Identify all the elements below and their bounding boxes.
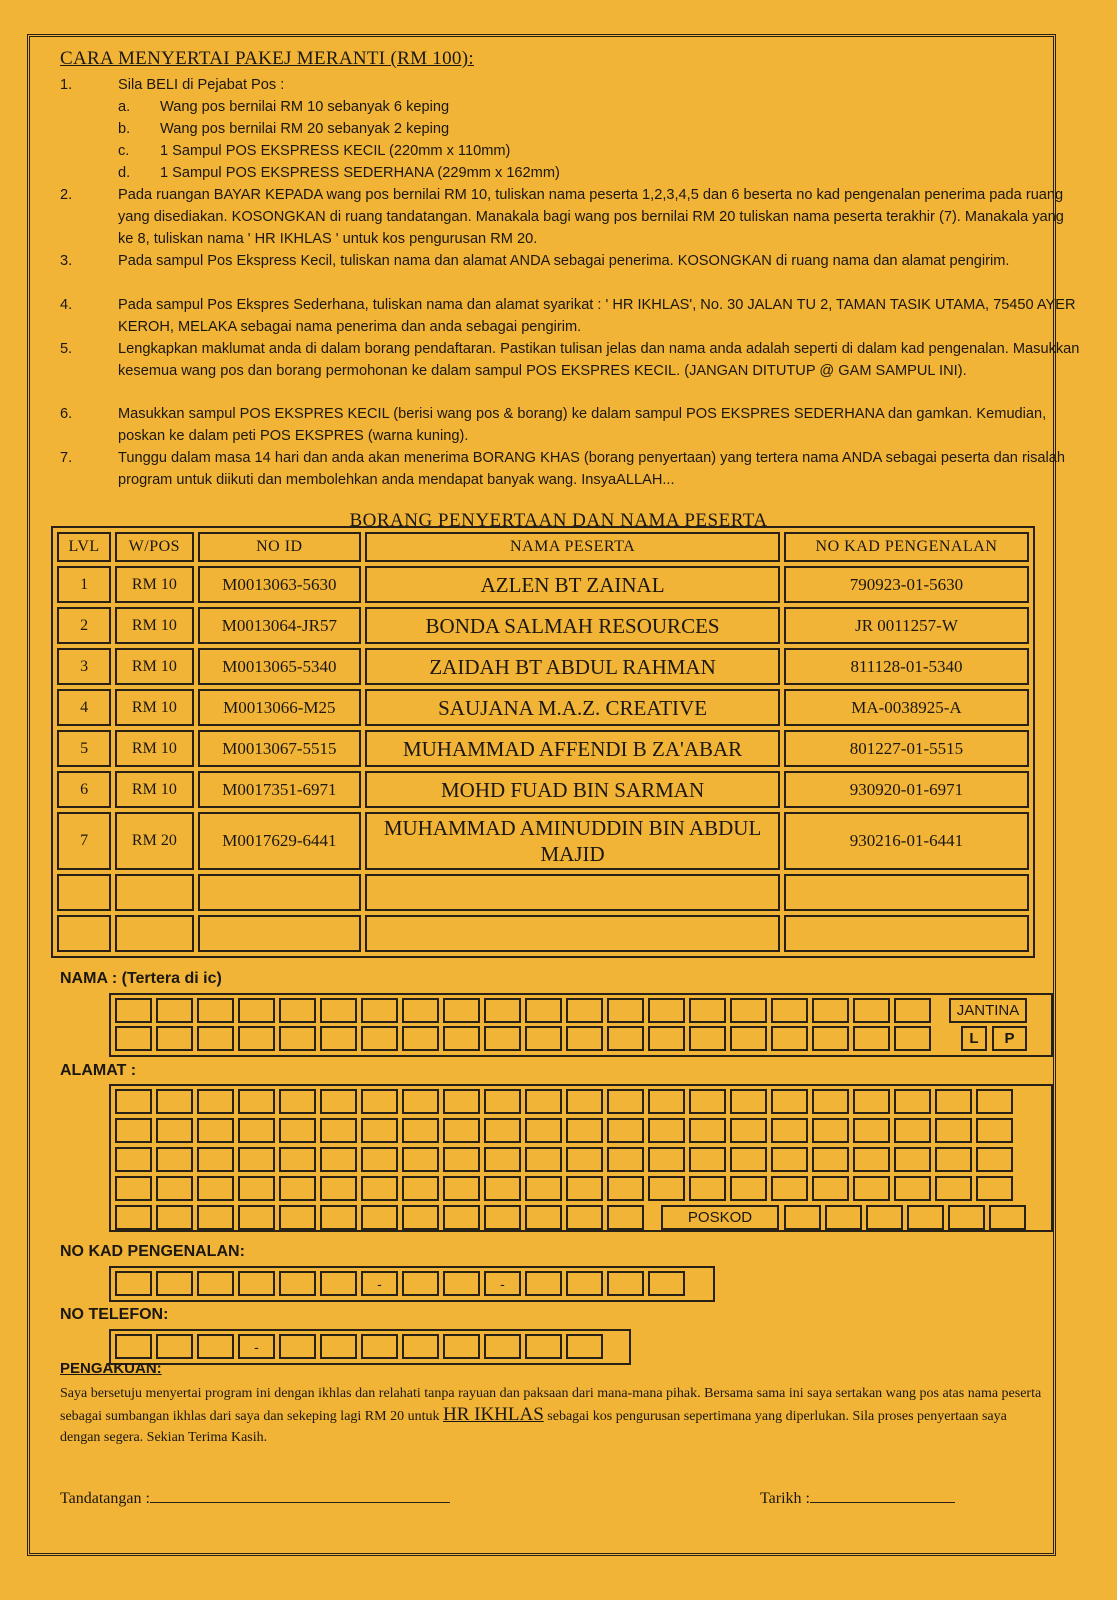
alamat-char-box[interactable] xyxy=(607,1089,644,1114)
poskod-char-box[interactable] xyxy=(989,1205,1026,1230)
alamat-char-box[interactable] xyxy=(730,1089,767,1114)
cell-lvl: 7 xyxy=(57,812,111,870)
alamat-char-box[interactable] xyxy=(525,1205,562,1230)
alamat-char-box[interactable] xyxy=(484,1089,521,1114)
alamat-char-box[interactable] xyxy=(812,1118,849,1143)
alamat-char-box[interactable] xyxy=(238,1176,275,1201)
tel-char-box[interactable] xyxy=(156,1334,193,1359)
alamat-char-box[interactable] xyxy=(279,1118,316,1143)
alamat-char-box[interactable] xyxy=(853,1089,890,1114)
alamat-char-box[interactable] xyxy=(484,1205,521,1230)
alamat-char-box[interactable] xyxy=(566,1118,603,1143)
alamat-char-box[interactable] xyxy=(443,1205,480,1230)
nama-char-box[interactable] xyxy=(648,998,685,1023)
ic-char-box[interactable] xyxy=(320,1271,357,1296)
nama-char-box[interactable] xyxy=(361,998,398,1023)
nama-char-box[interactable] xyxy=(730,998,767,1023)
table-row xyxy=(57,648,1029,685)
alamat-char-box[interactable] xyxy=(525,1176,562,1201)
nama-char-box[interactable] xyxy=(525,998,562,1023)
alamat-char-box[interactable] xyxy=(361,1147,398,1172)
nama-char-box[interactable] xyxy=(197,1026,234,1051)
ic-char-box[interactable] xyxy=(525,1271,562,1296)
alamat-char-box[interactable] xyxy=(648,1176,685,1201)
header-no-id: NO ID xyxy=(198,532,362,562)
alamat-char-box[interactable] xyxy=(402,1089,439,1114)
instruction-number: 7. xyxy=(60,450,73,466)
sub-text: Wang pos bernilai RM 10 sebanyak 6 keping xyxy=(160,99,450,115)
nama-char-box[interactable] xyxy=(730,1026,767,1051)
alamat-char-box[interactable] xyxy=(689,1118,726,1143)
nama-char-box[interactable] xyxy=(771,998,808,1023)
cell-nama: SAUJANA M.A.Z. CREATIVE xyxy=(365,689,780,726)
sub-letter: b. xyxy=(118,121,131,137)
table-row xyxy=(57,566,1029,603)
alamat-char-box[interactable] xyxy=(812,1176,849,1201)
nama-char-box[interactable] xyxy=(320,1026,357,1051)
alamat-char-box[interactable] xyxy=(648,1118,685,1143)
nama-char-box[interactable] xyxy=(689,998,726,1023)
nama-char-box[interactable] xyxy=(156,1026,193,1051)
cell-no-kad: 801227-01-5515 xyxy=(784,730,1029,767)
alamat-char-box[interactable] xyxy=(197,1089,234,1114)
nama-char-box[interactable] xyxy=(484,998,521,1023)
ic-char-box[interactable] xyxy=(566,1271,603,1296)
cell-no-id: M0017629-6441 xyxy=(198,812,362,870)
alamat-char-box[interactable] xyxy=(976,1089,1013,1114)
alamat-char-box[interactable] xyxy=(320,1176,357,1201)
date-field xyxy=(760,1486,955,1508)
alamat-char-box[interactable] xyxy=(320,1089,357,1114)
alamat-char-box[interactable] xyxy=(730,1147,767,1172)
alamat-char-box[interactable] xyxy=(484,1147,521,1172)
alamat-char-box[interactable] xyxy=(115,1089,152,1114)
alamat-char-box[interactable] xyxy=(197,1176,234,1201)
sub-text: 1 Sampul POS EKSPRESS SEDERHANA (229mm x 162mm) xyxy=(160,165,560,181)
alamat-char-box[interactable] xyxy=(771,1118,808,1143)
empty-cell[interactable] xyxy=(57,874,111,911)
poskod-row xyxy=(784,1205,1026,1232)
alamat-char-box[interactable] xyxy=(197,1118,234,1143)
poskod-label: POSKOD xyxy=(661,1205,779,1230)
alamat-char-box[interactable] xyxy=(976,1118,1013,1143)
cell-no-id: M0017351-6971 xyxy=(198,771,362,808)
alamat-char-box[interactable] xyxy=(689,1176,726,1201)
alamat-char-box[interactable] xyxy=(320,1205,357,1230)
cell-nama: BONDA SALMAH RESOURCES xyxy=(365,607,780,644)
ic-char-box[interactable] xyxy=(402,1271,439,1296)
alamat-char-box[interactable] xyxy=(443,1118,480,1143)
alamat-char-box[interactable] xyxy=(402,1205,439,1230)
pengakuan-title: PENGAKUAN: xyxy=(60,1360,162,1377)
alamat-char-box[interactable] xyxy=(525,1118,562,1143)
alamat-char-box[interactable] xyxy=(279,1147,316,1172)
alamat-char-box[interactable] xyxy=(853,1118,890,1143)
sub-letter: d. xyxy=(118,165,131,181)
poskod-char-box[interactable] xyxy=(784,1205,821,1230)
tel-char-box[interactable] xyxy=(320,1334,357,1359)
jantina-label: JANTINA xyxy=(949,998,1027,1023)
tel-char-box[interactable] xyxy=(361,1334,398,1359)
cell-wpos: RM 20 xyxy=(115,812,193,870)
alamat-char-box[interactable] xyxy=(935,1147,972,1172)
instruction-text: Sila BELI di Pejabat Pos : xyxy=(118,77,285,93)
alamat-char-box[interactable] xyxy=(607,1118,644,1143)
alamat-char-box[interactable] xyxy=(894,1176,931,1201)
sub-text: 1 Sampul POS EKSPRESS KECIL (220mm x 110mm) xyxy=(160,143,511,159)
alamat-char-box[interactable] xyxy=(402,1176,439,1201)
date-label: Tarikh : xyxy=(760,1490,810,1507)
nama-char-box[interactable] xyxy=(361,1026,398,1051)
sub-text: Wang pos bernilai RM 20 sebanyak 2 keping xyxy=(160,121,450,137)
poskod-char-box[interactable] xyxy=(825,1205,862,1230)
cell-no-id: M0013064-JR57 xyxy=(198,607,362,644)
header-no-kad: NO KAD PENGENALAN xyxy=(784,532,1029,562)
cell-nama: ZAIDAH BT ABDUL RAHMAN xyxy=(365,648,780,685)
cell-no-id: M0013063-5630 xyxy=(198,566,362,603)
instruction-text: Lengkapkan maklumat anda di dalam borang pendaftaran. Pastikan tulisan jelas dan nama anda adalah seperti di dalam kad pengenalan. Masukkan kesemua wang pos dan borang permohonan ke dalam sampul POS EKSPRES KECIL. (JANGAN DITUTUP @ GAM SAMPUL INI). xyxy=(118,341,1080,379)
alamat-char-box[interactable] xyxy=(156,1176,193,1201)
tel-char-box[interactable] xyxy=(279,1334,316,1359)
alamat-char-box[interactable] xyxy=(238,1205,275,1230)
ic-label: NO KAD PENGENALAN: xyxy=(60,1243,245,1260)
alamat-char-box[interactable] xyxy=(812,1147,849,1172)
alamat-char-box[interactable] xyxy=(894,1118,931,1143)
ic-char-box[interactable] xyxy=(115,1271,152,1296)
instruction-text: Pada sampul Pos Ekspress Kecil, tuliskan nama dan alamat ANDA sebagai penerima. KOSONGKAN di ruang nama dan alamat pengirim. xyxy=(118,253,1010,269)
tel-row xyxy=(115,1334,603,1361)
empty-cell[interactable] xyxy=(115,874,193,911)
poskod-char-box[interactable] xyxy=(866,1205,903,1230)
cell-nama: MOHD FUAD BIN SARMAN xyxy=(365,771,780,808)
alamat-char-box[interactable] xyxy=(156,1205,193,1230)
ic-char-box[interactable] xyxy=(238,1271,275,1296)
nama-char-box[interactable] xyxy=(525,1026,562,1051)
nama-char-box[interactable] xyxy=(894,1026,931,1051)
alamat-char-box[interactable] xyxy=(607,1176,644,1201)
instruction-number: 1. xyxy=(60,77,73,93)
alamat-char-box[interactable] xyxy=(443,1089,480,1114)
alamat-char-box[interactable] xyxy=(402,1118,439,1143)
form-title: BORANG PENYERTAAN DAN NAMA PESERTA xyxy=(349,510,768,531)
tel-char-box[interactable] xyxy=(484,1334,521,1359)
alamat-char-box[interactable] xyxy=(484,1176,521,1201)
signature-line[interactable] xyxy=(150,1486,450,1503)
alamat-char-box[interactable] xyxy=(197,1147,234,1172)
declaration-part-1: Saya bersetuju menyertai program ini dengan ikhlas dan relahati tanpa rayuan dan paksaan dari mana-mana pihak. Bersama sama ini saya sertakan wang pos atas nama peserta sebagai sumbangan ikhlas dari saya dan sekeping lagi RM 20 untuk xyxy=(60,1386,1042,1424)
declaration-text xyxy=(60,1383,1045,1448)
ic-char-box[interactable] xyxy=(156,1271,193,1296)
alamat-char-box[interactable] xyxy=(156,1147,193,1172)
alamat-char-box[interactable] xyxy=(648,1089,685,1114)
alamat-char-box[interactable] xyxy=(566,1176,603,1201)
nama-char-box[interactable] xyxy=(894,998,931,1023)
alamat-char-box[interactable] xyxy=(771,1089,808,1114)
alamat-char-box[interactable] xyxy=(484,1118,521,1143)
alamat-char-box[interactable] xyxy=(976,1176,1013,1201)
alamat-char-box[interactable] xyxy=(320,1118,357,1143)
nama-char-box[interactable] xyxy=(402,998,439,1023)
cell-lvl: 1 xyxy=(57,566,111,603)
alamat-row xyxy=(115,1147,1013,1174)
instruction-text: Tunggu dalam masa 14 hari dan anda akan menerima BORANG KHAS (borang penyertaan) yang tertera nama ANDA sebagai peserta dan risalah program untuk diikuti dan membolehkan anda mendapat banyak wang. InsyaALLAH... xyxy=(118,450,1065,488)
nama-char-box[interactable] xyxy=(156,998,193,1023)
alamat-char-box[interactable] xyxy=(279,1089,316,1114)
alamat-char-box[interactable] xyxy=(730,1176,767,1201)
nama-char-box[interactable] xyxy=(197,998,234,1023)
cell-no-kad: 930920-01-6971 xyxy=(784,771,1029,808)
ic-char-box[interactable] xyxy=(279,1271,316,1296)
nama-char-box[interactable] xyxy=(853,998,890,1023)
alamat-char-box[interactable] xyxy=(361,1205,398,1230)
alamat-char-box[interactable] xyxy=(156,1089,193,1114)
alamat-char-box[interactable] xyxy=(730,1118,767,1143)
gender-l-box[interactable]: L xyxy=(961,1026,987,1051)
alamat-char-box[interactable] xyxy=(607,1147,644,1172)
alamat-char-box[interactable] xyxy=(238,1089,275,1114)
ic-row xyxy=(115,1271,685,1298)
empty-cell[interactable] xyxy=(198,874,362,911)
alamat-char-box[interactable] xyxy=(812,1089,849,1114)
empty-cell[interactable] xyxy=(784,874,1029,911)
table-row xyxy=(57,812,1029,870)
alamat-label: ALAMAT : xyxy=(60,1062,137,1079)
nama-char-box[interactable] xyxy=(689,1026,726,1051)
signature-label: Tandatangan : xyxy=(60,1490,150,1507)
sub-letter: a. xyxy=(118,99,131,115)
nama-label: NAMA : (Tertera di ic) xyxy=(60,970,222,987)
tel-label: NO TELEFON: xyxy=(60,1306,169,1323)
cell-lvl: 4 xyxy=(57,689,111,726)
table-row xyxy=(57,771,1029,808)
cell-no-kad: MA-0038925-A xyxy=(784,689,1029,726)
cell-no-kad: 930216-01-6441 xyxy=(784,812,1029,870)
ic-char-box[interactable] xyxy=(648,1271,685,1296)
table-row-empty xyxy=(57,874,1029,911)
ic-char-box[interactable]: - xyxy=(361,1271,398,1296)
nama-row-2 xyxy=(115,1026,931,1053)
tel-grid xyxy=(109,1329,631,1365)
nama-char-box[interactable] xyxy=(853,1026,890,1051)
cell-wpos: RM 10 xyxy=(115,648,193,685)
nama-char-box[interactable] xyxy=(115,998,152,1023)
alamat-row xyxy=(115,1118,1013,1145)
alamat-char-box[interactable] xyxy=(935,1118,972,1143)
alamat-char-box[interactable] xyxy=(279,1176,316,1201)
alamat-row xyxy=(115,1089,1013,1116)
empty-cell[interactable] xyxy=(784,915,1029,952)
alamat-char-box[interactable] xyxy=(935,1176,972,1201)
tel-char-box[interactable] xyxy=(402,1334,439,1359)
header-lvl: LVL xyxy=(57,532,111,562)
alamat-char-box[interactable] xyxy=(525,1147,562,1172)
table-header-row xyxy=(57,532,1029,562)
nama-char-box[interactable] xyxy=(320,998,357,1023)
alamat-char-box[interactable] xyxy=(361,1176,398,1201)
table-row-empty xyxy=(57,915,1029,952)
tel-char-box[interactable] xyxy=(525,1334,562,1359)
alamat-char-box[interactable] xyxy=(320,1147,357,1172)
cell-wpos: RM 10 xyxy=(115,730,193,767)
nama-grid xyxy=(109,993,1053,1057)
table-row xyxy=(57,730,1029,767)
header-wpos: W/POS xyxy=(115,532,193,562)
ic-char-box[interactable] xyxy=(443,1271,480,1296)
alamat-char-box[interactable] xyxy=(935,1089,972,1114)
cell-nama: MUHAMMAD AMINUDDIN BIN ABDUL MAJID xyxy=(365,812,780,870)
alamat-char-box[interactable] xyxy=(689,1089,726,1114)
instruction-number: 4. xyxy=(60,297,73,313)
nama-char-box[interactable] xyxy=(771,1026,808,1051)
alamat-char-box[interactable] xyxy=(115,1118,152,1143)
alamat-char-box[interactable] xyxy=(853,1176,890,1201)
alamat-char-box[interactable] xyxy=(525,1089,562,1114)
alamat-char-box[interactable] xyxy=(566,1205,603,1230)
instructions-heading: CARA MENYERTAI PAKEJ MERANTI (RM 100): xyxy=(60,48,474,69)
nama-char-box[interactable] xyxy=(115,1026,152,1051)
nama-char-box[interactable] xyxy=(484,1026,521,1051)
header-nama-peserta: NAMA PESERTA xyxy=(365,532,780,562)
empty-cell[interactable] xyxy=(115,915,193,952)
nama-char-box[interactable] xyxy=(279,1026,316,1051)
alamat-char-box[interactable] xyxy=(607,1205,644,1230)
alamat-grid xyxy=(109,1084,1053,1232)
nama-char-box[interactable] xyxy=(443,1026,480,1051)
table-row xyxy=(57,607,1029,644)
alamat-char-box[interactable] xyxy=(894,1089,931,1114)
instruction-text: Masukkan sampul POS EKSPRES KECIL (berisi wang pos & borang) ke dalam sampul POS EKSPRES SEDERHANA dan gamkan. Kemudian, poskan ke dalam peti POS EKSPRES (warna kuning). xyxy=(118,406,1047,444)
ic-char-box[interactable] xyxy=(607,1271,644,1296)
instruction-text: Pada sampul Pos Ekspres Sederhana, tuliskan nama dan alamat syarikat : ' HR IKHLAS', No. 30 JALAN TU 2, TAMAN TASIK UTAMA, 75450 AYER KEROH, MELAKA sebagai nama penerima dan anda sebagai pengirim. xyxy=(118,297,1076,335)
hr-ikhlas-text: HR IKHLAS xyxy=(442,1404,544,1425)
ic-char-box[interactable]: - xyxy=(484,1271,521,1296)
empty-cell[interactable] xyxy=(365,915,780,952)
alamat-char-box[interactable] xyxy=(115,1205,152,1230)
nama-char-box[interactable] xyxy=(566,1026,603,1051)
tel-char-box[interactable] xyxy=(443,1334,480,1359)
ic-char-box[interactable] xyxy=(197,1271,234,1296)
alamat-row xyxy=(115,1176,1013,1203)
poskod-char-box[interactable] xyxy=(948,1205,985,1230)
nama-char-box[interactable] xyxy=(607,998,644,1023)
instruction-number: 5. xyxy=(60,341,73,357)
cell-no-kad: 811128-01-5340 xyxy=(784,648,1029,685)
alamat-char-box[interactable] xyxy=(443,1147,480,1172)
alamat-char-box[interactable] xyxy=(689,1147,726,1172)
alamat-char-box[interactable] xyxy=(566,1089,603,1114)
alamat-char-box[interactable] xyxy=(279,1205,316,1230)
nama-char-box[interactable] xyxy=(443,998,480,1023)
alamat-char-box[interactable] xyxy=(361,1089,398,1114)
cell-no-id: M0013066-M25 xyxy=(198,689,362,726)
alamat-char-box[interactable] xyxy=(566,1147,603,1172)
cell-lvl: 5 xyxy=(57,730,111,767)
table-row xyxy=(57,689,1029,726)
empty-cell[interactable] xyxy=(365,874,780,911)
instruction-number: 6. xyxy=(60,406,73,422)
alamat-char-box[interactable] xyxy=(771,1147,808,1172)
cell-wpos: RM 10 xyxy=(115,566,193,603)
empty-cell[interactable] xyxy=(198,915,362,952)
nama-char-box[interactable] xyxy=(648,1026,685,1051)
alamat-char-box[interactable] xyxy=(238,1118,275,1143)
nama-char-box[interactable] xyxy=(812,1026,849,1051)
cell-no-kad: JR 0011257-W xyxy=(784,607,1029,644)
alamat-char-box[interactable] xyxy=(443,1176,480,1201)
nama-char-box[interactable] xyxy=(812,998,849,1023)
alamat-char-box[interactable] xyxy=(197,1205,234,1230)
alamat-char-box[interactable] xyxy=(894,1147,931,1172)
alamat-char-box[interactable] xyxy=(238,1147,275,1172)
alamat-char-box[interactable] xyxy=(648,1147,685,1172)
cell-wpos: RM 10 xyxy=(115,607,193,644)
nama-char-box[interactable] xyxy=(607,1026,644,1051)
nama-char-box[interactable] xyxy=(566,998,603,1023)
nama-char-box[interactable] xyxy=(238,1026,275,1051)
tel-char-box[interactable] xyxy=(197,1334,234,1359)
alamat-char-box[interactable] xyxy=(402,1147,439,1172)
nama-char-box[interactable] xyxy=(402,1026,439,1051)
alamat-char-box[interactable] xyxy=(361,1118,398,1143)
signature-field xyxy=(60,1486,450,1508)
alamat-char-box[interactable] xyxy=(115,1176,152,1201)
ic-grid xyxy=(109,1266,715,1302)
cell-no-id: M0013065-5340 xyxy=(198,648,362,685)
nama-char-box[interactable] xyxy=(279,998,316,1023)
tel-char-box[interactable]: - xyxy=(238,1334,275,1359)
instruction-number: 3. xyxy=(60,253,73,269)
cell-no-kad: 790923-01-5630 xyxy=(784,566,1029,603)
instruction-number: 2. xyxy=(60,187,73,203)
participant-table xyxy=(51,526,1035,958)
date-line[interactable] xyxy=(810,1486,955,1503)
cell-wpos: RM 10 xyxy=(115,689,193,726)
alamat-char-box[interactable] xyxy=(976,1147,1013,1172)
sub-letter: c. xyxy=(118,143,130,159)
cell-nama: MUHAMMAD AFFENDI B ZA'ABAR xyxy=(365,730,780,767)
nama-char-box[interactable] xyxy=(238,998,275,1023)
cell-wpos: RM 10 xyxy=(115,771,193,808)
cell-lvl: 6 xyxy=(57,771,111,808)
cell-no-id: M0013067-5515 xyxy=(198,730,362,767)
declaration-part-2: sebagai kos pengurusan sepertimana yang diperlukan. Sila proses penyertaan saya dengan segera. Sekian Terima Kasih. xyxy=(60,1409,1007,1445)
alamat-char-box[interactable] xyxy=(115,1147,152,1172)
tel-char-box[interactable] xyxy=(115,1334,152,1359)
empty-cell[interactable] xyxy=(57,915,111,952)
cell-lvl: 2 xyxy=(57,607,111,644)
alamat-char-box[interactable] xyxy=(771,1176,808,1201)
alamat-row xyxy=(115,1205,644,1232)
alamat-char-box[interactable] xyxy=(156,1118,193,1143)
gender-p-box[interactable]: P xyxy=(992,1026,1027,1051)
nama-row-1 xyxy=(115,998,931,1025)
poskod-char-box[interactable] xyxy=(907,1205,944,1230)
tel-char-box[interactable] xyxy=(566,1334,603,1359)
instruction-text: Pada ruangan BAYAR KEPADA wang pos bernilai RM 10, tuliskan nama peserta 1,2,3,4,5 dan 6 beserta no kad pengenalan penerima pada ruang yang disediakan. KOSONGKAN di ruang tandatangan. Manakala bagi wang pos bernilai RM 20 tuliskan nama peserta terakhir (7). Manakala yang ke 8, tuliskan nama ' HR IKHLAS ' untuk kos pengurusan RM 20. xyxy=(118,187,1064,247)
alamat-char-box[interactable] xyxy=(853,1147,890,1172)
cell-lvl: 3 xyxy=(57,648,111,685)
cell-nama: AZLEN BT ZAINAL xyxy=(365,566,780,603)
